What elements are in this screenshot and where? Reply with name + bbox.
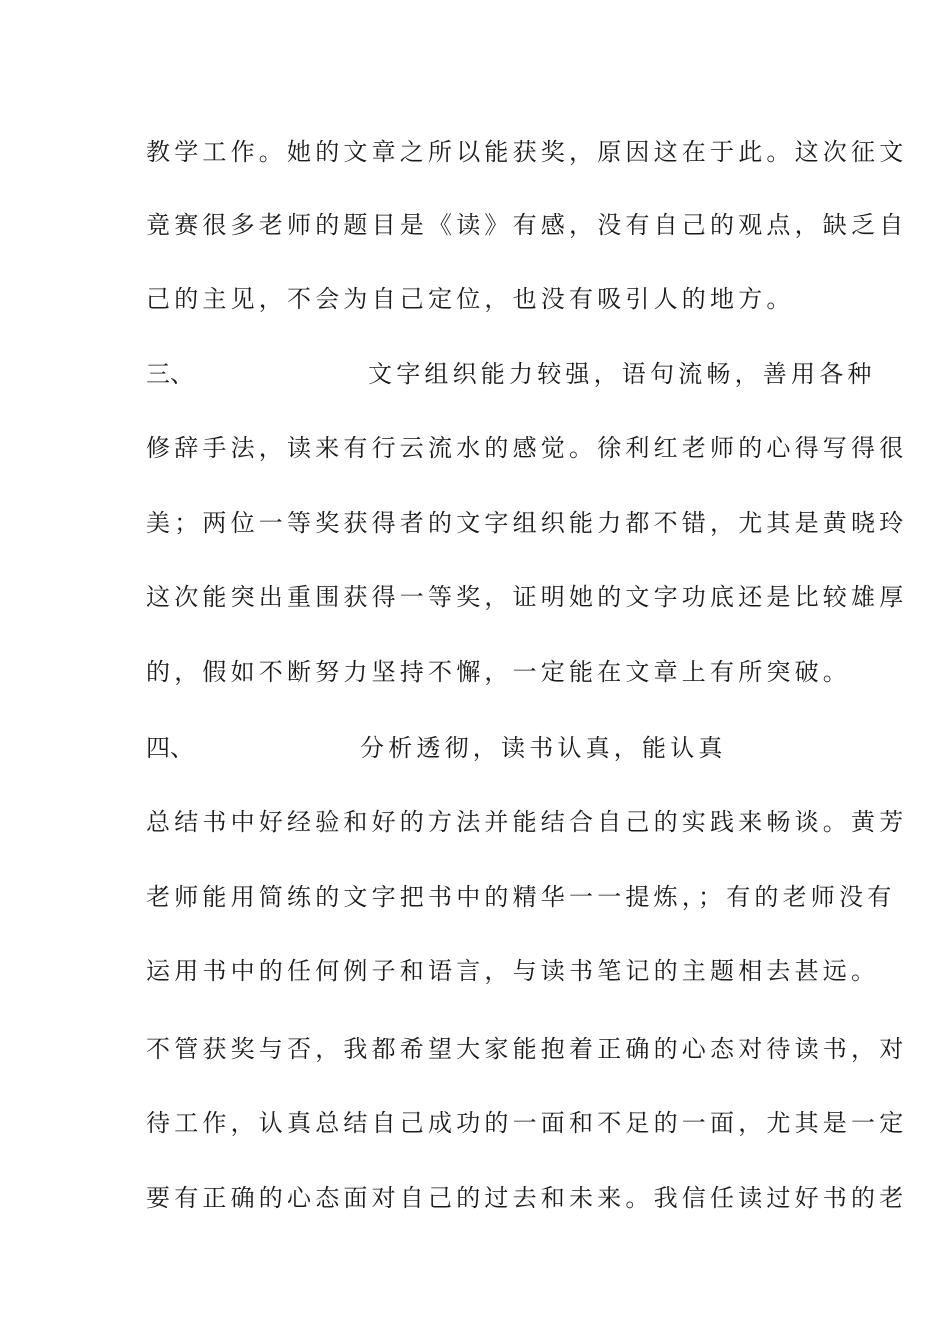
paragraph-line: 运用书中的任何例子和语言，与读书笔记的主题相去甚远。 [146, 957, 880, 985]
paragraph-line: 美；两位一等奖获得者的文字组织能力都不错，尤其是黄晓玲 [146, 509, 908, 537]
section-4-heading: 分析透彻，读书认真，能认真 [360, 734, 727, 762]
paragraph-line: 总结书中好经验和好的方法并能结合自己的实践来畅谈。黄芳 [146, 808, 908, 836]
section-3-heading: 文字组织能力较强，语句流畅，善用各种 [368, 360, 876, 388]
paragraph-line: 教学工作。她的文章之所以能获奖，原因这在于此。这次征文 [146, 138, 908, 166]
section-3-number: 三、 [146, 360, 194, 388]
paragraph-line: 竟赛很多老师的题目是《读》有感，没有自己的观点，缺乏自 [146, 211, 908, 239]
paragraph-line: 修辞手法，读来有行云流水的感觉。徐利红老师的心得写得很 [146, 434, 908, 462]
paragraph-line: 待工作，认真总结自己成功的一面和不足的一面，尤其是一定 [146, 1109, 908, 1137]
paragraph-line: 要有正确的心态面对自己的过去和未来。我信任读过好书的老 [146, 1184, 908, 1212]
section-4-number: 四、 [146, 734, 194, 762]
paragraph-line: 老师能用简练的文字把书中的精华一一提炼，；有的老师没有 [146, 883, 896, 911]
paragraph-line: 不管获奖与否，我都希望大家能抱着正确的心态对待读书，对 [146, 1035, 908, 1063]
paragraph-line: 这次能突出重围获得一等奖，证明她的文字功底还是比较雄厚 [146, 583, 908, 611]
paragraph-line: 己的主见，不会为自己定位，也没有吸引人的地方。 [146, 285, 795, 313]
paragraph-line: 的，假如不断努力坚持不懈，一定能在文章上有所突破。 [146, 658, 851, 686]
